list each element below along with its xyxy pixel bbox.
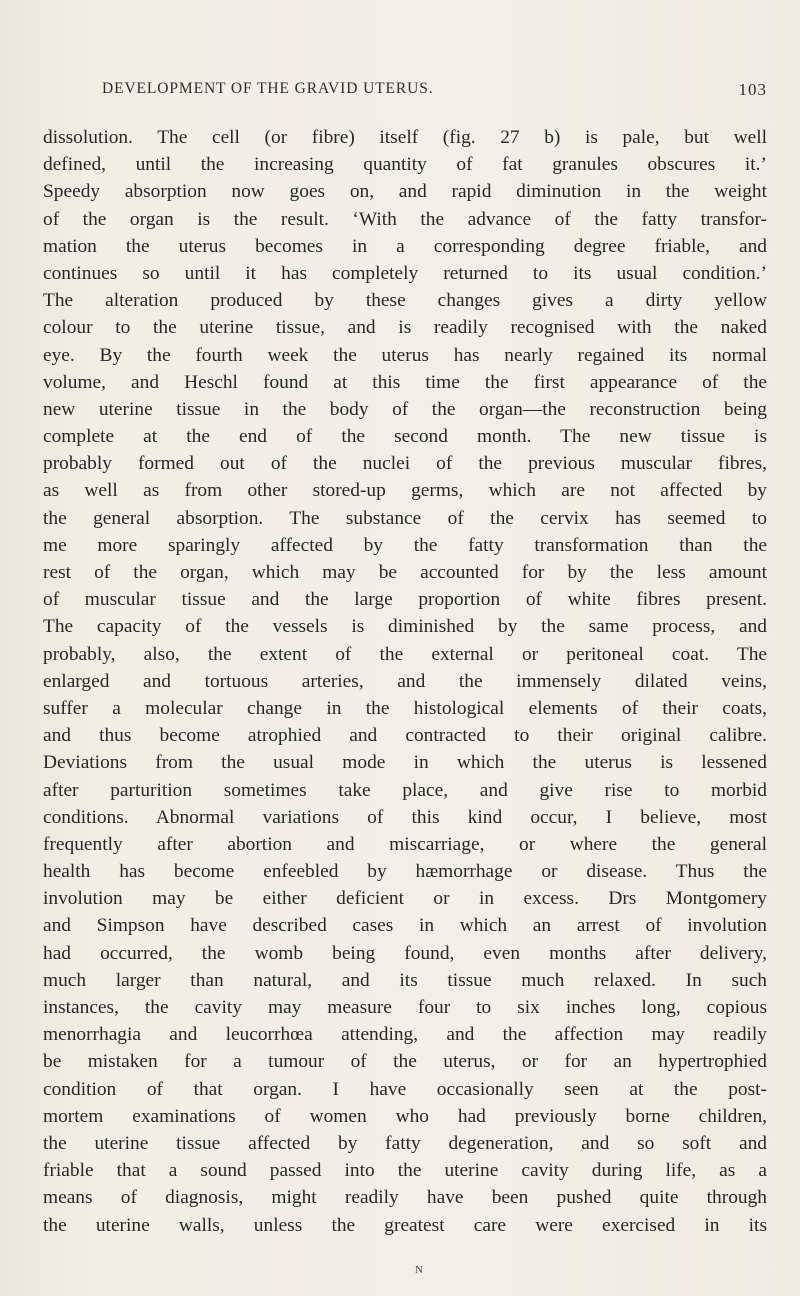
text-line: dissolution. The cell (or fibre) itself (fig. 27 b) is pale, but well [43,127,767,148]
text-line: means of diagnosis, might readily have been pushed quite through [43,1187,767,1209]
text-line: mation the uterus becomes in a corresponding degree friable, and [43,235,767,257]
text-line: Speedy absorption now goes on, and rapid diminution in the weight [43,181,767,203]
text-line: enlarged and tortuous arteries, and the immensely dilated veins, [43,670,767,692]
text-line: frequently after abortion and miscarriage, or where the general [43,833,767,855]
text-line: condition of that organ. I have occasionally seen at the post- [43,1078,767,1100]
text-line: health has become enfeebled by hæmorrhage or disease. Thus the [43,861,767,883]
text-line: Deviations from the usual mode in which the uterus is lessened [43,752,767,774]
page-number: 103 [738,80,767,99]
text-line: probably formed out of the nuclei of the previous muscular fibres, [43,453,767,475]
text-line: suffer a molecular change in the histological elements of their coats, [43,697,767,719]
text-line: had occurred, the womb being found, even months after delivery, [43,942,767,964]
text-line: after parturition sometimes take place, and give rise to morbid [43,779,767,801]
text-line: me more sparingly affected by the fatty transformation than the [43,534,767,556]
text-line: colour to the uterine tissue, and is readily recognised with the naked [43,317,767,339]
page-header [102,80,767,106]
text-line: conditions. Abnormal variations of this kind occur, I believe, most [43,806,767,828]
signature-mark: N [415,1264,424,1276]
text-line: much larger than natural, and its tissue much relaxed. In such [43,969,767,991]
text-line: complete at the end of the second month. The new tissue is [43,426,767,448]
text-line: probably, also, the extent of the external or peritoneal coat. The [43,643,767,665]
text-line: eye. By the fourth week the uterus has nearly regained its normal [43,344,767,366]
text-line: continues so until it has completely returned to its usual condition.’ [43,262,767,284]
text-line: of muscular tissue and the large proportion of white fibres present. [43,589,767,611]
text-line: The alteration produced by these changes gives a dirty yellow [43,290,767,312]
text-line: the uterine walls, unless the greatest care were exercised in its [43,1214,767,1236]
text-line: new uterine tissue in the body of the organ—the reconstruction being [43,398,767,420]
text-line: instances, the cavity may measure four to six inches long, copious [43,997,767,1018]
text-line: the general absorption. The substance of the cervix has seemed to [43,507,767,529]
text-line: The capacity of the vessels is diminished by the same process, and [43,616,767,638]
text-line: involution may be either deficient or in excess. Drs Montgomery [43,888,767,910]
text-line: be mistaken for a tumour of the uterus, or for an hypertrophied [43,1051,767,1073]
text-line: of the organ is the result. ‘With the advance of the fatty transfor- [43,208,767,230]
text-line: friable that a sound passed into the uterine cavity during life, as a [43,1160,767,1182]
text-line: defined, until the increasing quantity of fat granules obscures it.’ [43,154,767,176]
text-line: volume, and Heschl found at this time the first appearance of the [43,371,767,393]
text-line: as well as from other stored-up germs, which are not affected by [43,480,767,502]
text-line: mortem examinations of women who had previously borne children, [43,1105,767,1127]
text-line: and Simpson have described cases in which an arrest of involution [43,915,767,937]
text-line: rest of the organ, which may be accounted for by the less amount [43,562,767,583]
running-title: DEVELOPMENT OF THE GRAVID UTERUS. [102,80,434,97]
text-line: and thus become atrophied and contracted to their original calibre. [43,725,767,747]
text-line: menorrhagia and leucorrhœa attending, and the affection may readily [43,1024,767,1046]
body-text [43,124,767,1239]
text-line: the uterine tissue affected by fatty degeneration, and so soft and [43,1132,767,1154]
